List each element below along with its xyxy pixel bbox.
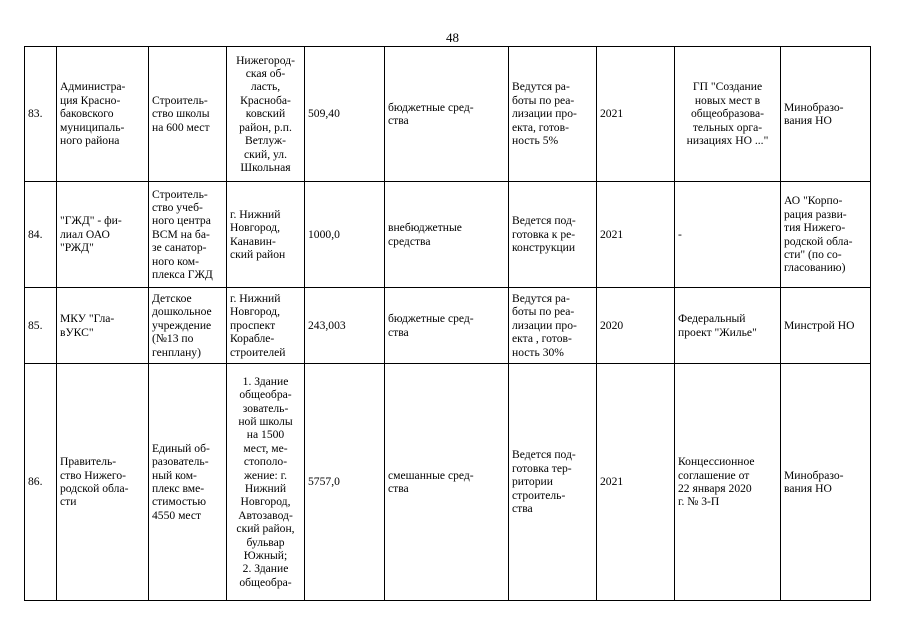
projects-table xyxy=(24,46,871,601)
responsible-cell: Минобразо- вания НО xyxy=(781,364,871,601)
location-cell: г. Нижний Новгород, проспект Корабле- строителей xyxy=(227,288,305,364)
organization-cell: Правитель- ство Нижего- родской обла- сти xyxy=(57,364,149,601)
amount-cell: 243,003 xyxy=(305,288,385,364)
funding-source-cell: бюджетные сред- ства xyxy=(385,47,509,182)
program-cell: ГП "Создание новых мест в общеобразова- тельных орга- низациях НО ..." xyxy=(675,47,781,182)
status-cell: Ведутся ра- боты по реа- лизации про- екта , готов- ность 30% xyxy=(509,288,597,364)
program-cell: - xyxy=(675,182,781,288)
responsible-cell: Минстрой НО xyxy=(781,288,871,364)
table-row xyxy=(25,47,871,182)
program-cell: Концессионное соглашение от 22 января 2020 г. № 3-П xyxy=(675,364,781,601)
location-cell: 1. Здание общеобра- зователь- ной школы на 1500 мест, ме- стополо- жение: г. Нижний Новгород, Автозавод- ский район, бульвар Южный; 2. Здание общеобра- xyxy=(227,364,305,601)
table-row xyxy=(25,182,871,288)
location-cell: г. Нижний Новгород, Канавин- ский район xyxy=(227,182,305,288)
funding-source-cell: внебюджетные средства xyxy=(385,182,509,288)
amount-cell: 509,40 xyxy=(305,47,385,182)
location-cell: Нижегород- ская об- ласть, Краснобa- ковский район, р.п. Ветлуж- ский, ул. Школьная xyxy=(227,47,305,182)
row-number: 83. xyxy=(25,47,57,182)
year-cell: 2020 xyxy=(597,288,675,364)
organization-cell: Администра- ция Красно- баковского муниципаль- ного района xyxy=(57,47,149,182)
row-number: 85. xyxy=(25,288,57,364)
organization-cell: "ГЖД" - фи- лиал ОАО "РЖД" xyxy=(57,182,149,288)
object-cell: Строитель- ство школы на 600 мест xyxy=(149,47,227,182)
status-cell: Ведется под- готовка тер- ритории строитель- ства xyxy=(509,364,597,601)
object-cell: Единый об- разователь- ный ком- плекс вме- стимостью 4550 мест xyxy=(149,364,227,601)
row-number: 86. xyxy=(25,364,57,601)
responsible-cell: АО "Корпо- рация разви- тия Нижего- родской обла- сти" (по со- гласованию) xyxy=(781,182,871,288)
amount-cell: 1000,0 xyxy=(305,182,385,288)
row-number: 84. xyxy=(25,182,57,288)
page-number: 48 xyxy=(446,30,459,45)
amount-cell: 5757,0 xyxy=(305,364,385,601)
status-cell: Ведется под- готовка к ре- конструкции xyxy=(509,182,597,288)
funding-source-cell: бюджетные сред- ства xyxy=(385,288,509,364)
program-cell: Федеральный проект "Жилье" xyxy=(675,288,781,364)
status-cell: Ведутся ра- боты по реа- лизации про- екта, готов- ность 5% xyxy=(509,47,597,182)
object-cell: Детское дошкольное учреждение (№13 по генплану) xyxy=(149,288,227,364)
table-row xyxy=(25,288,871,364)
organization-cell: МКУ "Гла- вУКС" xyxy=(57,288,149,364)
year-cell: 2021 xyxy=(597,364,675,601)
funding-source-cell: смешанные сред- ства xyxy=(385,364,509,601)
year-cell: 2021 xyxy=(597,47,675,182)
year-cell: 2021 xyxy=(597,182,675,288)
object-cell: Строитель- ство учеб- ного центра ВСМ на ба- зе санатор- ного ком- плекса ГЖД xyxy=(149,182,227,288)
table-row xyxy=(25,364,871,601)
responsible-cell: Минобразо- вания НО xyxy=(781,47,871,182)
